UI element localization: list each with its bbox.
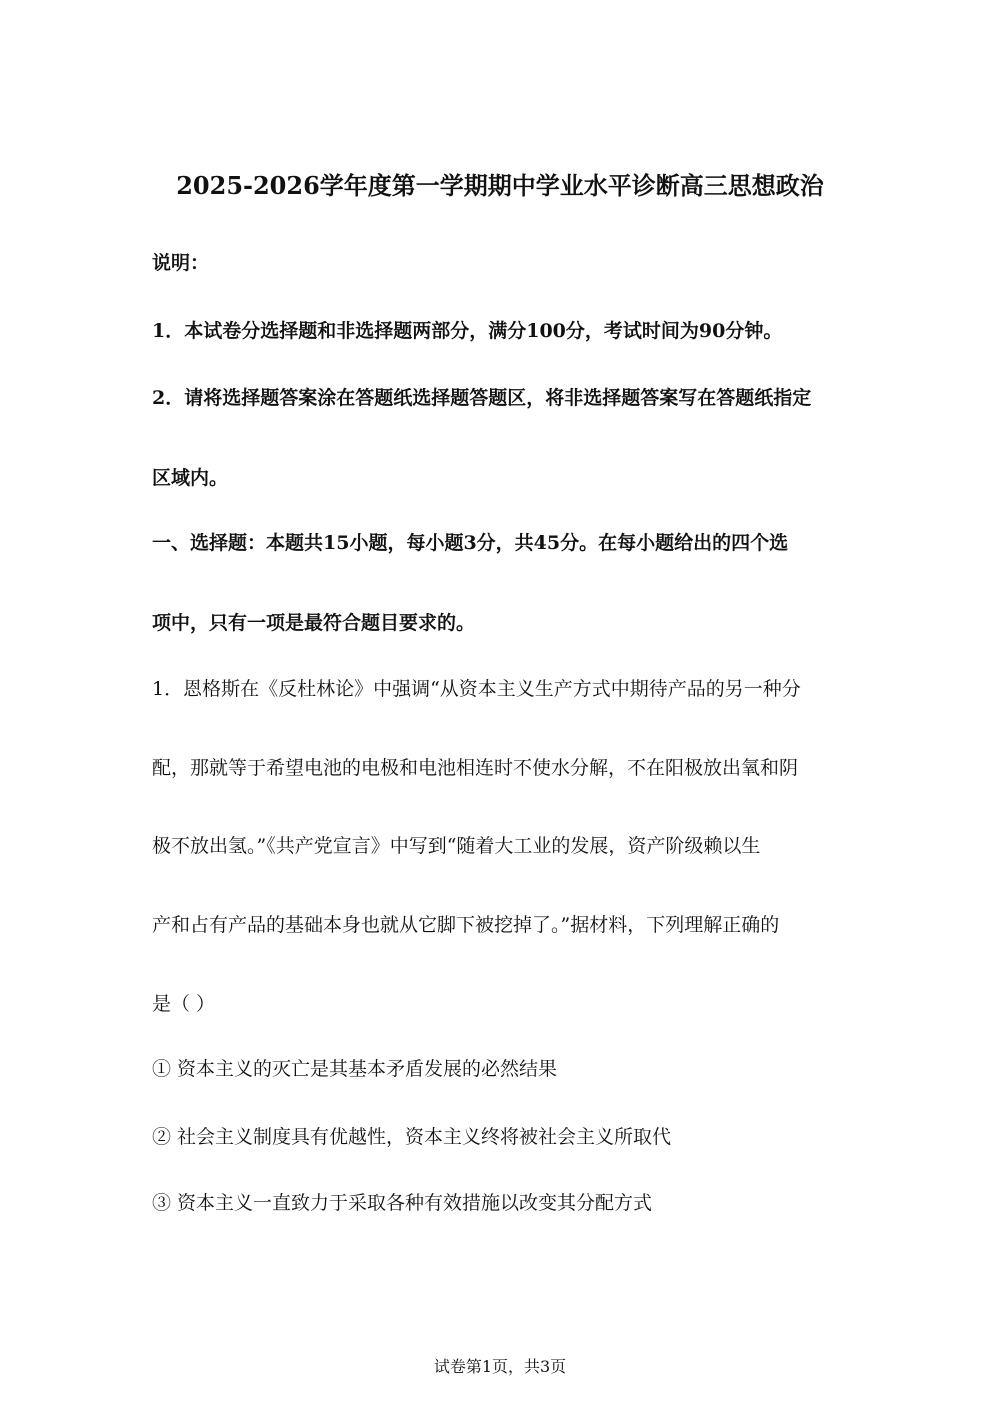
instruction-item-2: 2．请将选择题答案涂在答题纸选择题答题区，将非选择题答案写在答题纸指定 bbox=[152, 387, 812, 409]
instruction-item-2-cont: 区域内。 bbox=[152, 467, 229, 489]
page-footer: 试卷第1页，共3页 bbox=[433, 1357, 567, 1376]
section-heading-line-2: 项中，只有一项是最符合题目要求的。 bbox=[152, 612, 476, 634]
question-1-option-1: ① 资本主义的灭亡是其基本矛盾发展的必然结果 bbox=[152, 1058, 558, 1080]
question-1-line-5: 是（ ） bbox=[152, 993, 216, 1015]
instructions-heading: 说明： bbox=[152, 252, 210, 274]
question-1-line-1: 1．恩格斯在《反杜林论》中强调“从资本主义生产方式中期待产品的另一种分 bbox=[152, 678, 801, 700]
instruction-item-1: 1．本试卷分选择题和非选择题两部分，满分100分，考试时间为90分钟。 bbox=[152, 320, 783, 342]
question-1-line-3: 极不放出氢。”《共产党宣言》中写到“随着大工业的发展，资产阶级赖以生 bbox=[152, 835, 761, 857]
document-title: 2025-2026学年度第一学期期中学业水平诊断高三思想政治 bbox=[176, 171, 824, 200]
question-1-option-2: ② 社会主义制度具有优越性，资本主义终将被社会主义所取代 bbox=[152, 1126, 672, 1148]
question-1-line-2: 配，那就等于希望电池的电极和电池相连时不使水分解，不在阳极放出氧和阴 bbox=[152, 757, 799, 779]
question-1-line-4: 产和占有产品的基础本身也就从它脚下被挖掉了。”据材料，下列理解正确的 bbox=[152, 914, 780, 936]
section-heading-line-1: 一、选择题：本题共15小题，每小题3分，共45分。在每小题给出的四个选 bbox=[152, 532, 789, 554]
question-1-option-3: ③ 资本主义一直致力于采取各种有效措施以改变其分配方式 bbox=[152, 1192, 653, 1214]
